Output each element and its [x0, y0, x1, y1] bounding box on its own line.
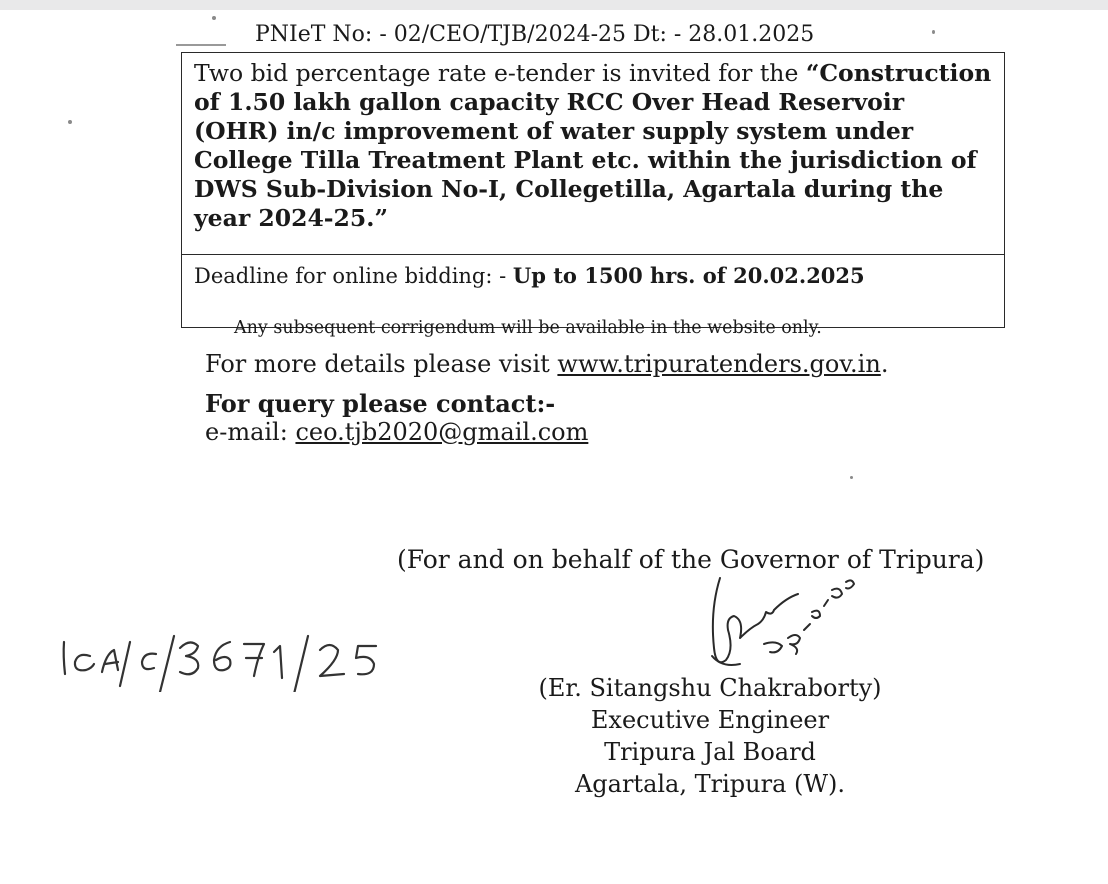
signatory-block	[525, 672, 895, 800]
work-name: “Construction of 1.50 lakh gallon capacity RCC Over Head Reservoir (OHR) in/c improvement of water supply system under College Tilla Treatment Plant etc. within the jurisdiction of DWS Sub-Division No-I, Collegetilla, Agartala during the year 2024-25.”	[194, 59, 992, 232]
deadline-label: Deadline for online bidding: -	[194, 264, 513, 288]
signatory-name: (Er. Sitangshu Chakraborty)	[538, 674, 882, 702]
deadline-row	[194, 263, 865, 288]
scan-speck	[932, 30, 935, 34]
details-line	[205, 350, 888, 378]
scan-speck	[212, 16, 216, 20]
signatory-designation: Executive Engineer	[590, 706, 830, 734]
details-prefix: For more details please visit	[205, 350, 558, 378]
query-label: For query please contact:-	[205, 389, 556, 418]
website-link[interactable]: www.tripuratenders.gov.in	[557, 350, 881, 378]
signature-mark	[700, 560, 870, 685]
signatory-office: Tripura Jal Board	[604, 738, 816, 766]
email-link[interactable]: ceo.tjb2020@gmail.com	[295, 418, 589, 446]
notice-intro: Two bid percentage rate e-tender is invited for the	[194, 59, 806, 87]
signatory-location: Agartala, Tripura (W).	[574, 770, 846, 798]
on-behalf-line: (For and on behalf of the Governor of Tripura)	[397, 545, 985, 574]
scan-speck	[850, 476, 853, 479]
corrigendum-note: Any subsequent corrigendum will be available in the website only.	[234, 318, 822, 338]
notice-box	[181, 52, 1005, 328]
handwritten-reference	[58, 612, 398, 692]
notice-number: PNIeT No: - 02/CEO/TJB/2024-25 Dt: - 28.01.2025	[255, 22, 815, 47]
notice-description	[182, 53, 1004, 255]
deadline-value: Up to 1500 hrs. of 20.02.2025	[512, 263, 865, 288]
scan-speck	[68, 120, 72, 124]
top-bar	[0, 0, 1108, 10]
email-line	[205, 418, 588, 446]
details-suffix: .	[880, 350, 889, 378]
email-label: e-mail:	[205, 418, 296, 446]
scan-mark	[176, 44, 226, 46]
